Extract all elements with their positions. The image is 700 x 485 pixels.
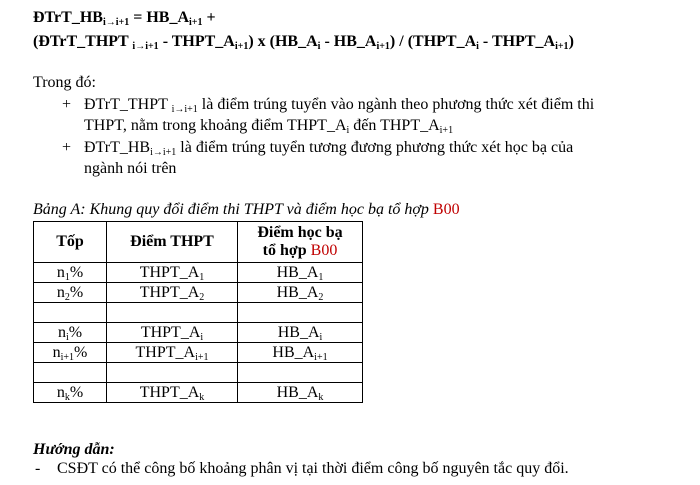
table-row: [34, 263, 363, 283]
cell-hb: $HB\_A_{i+1}$: [238, 343, 363, 363]
cell-thpt: $THPT\_A_i$: [107, 323, 238, 343]
cell-thpt: $THPT\_A_1$: [107, 263, 238, 283]
intro-text: Trong đó:: [33, 74, 96, 91]
header-thpt: Điểm THPT: [107, 222, 238, 263]
guidance-dash: -: [35, 460, 41, 477]
cell-top: $n_k\%$: [34, 383, 107, 403]
bullet-2-line-2: ngành nói trên: [84, 160, 177, 177]
header-top: Tốp: [34, 222, 107, 263]
cell-top: $n_i\%$: [34, 323, 107, 343]
cell-thpt: $THPT\_A_2$: [107, 283, 238, 303]
cell-top: $n_{i+1}\%$: [34, 343, 107, 363]
cell-hb: $HB\_A_1$: [238, 263, 363, 283]
formula-line-2: (ĐTrT_THPT $_{i\to i+1} - THPT\_A_{i+1}$) x ($HB\_A_i$ - $HB\_A_{i+1}$) / ($THPT\_A_i$ - $THPT\_A_{i+1}$): [33, 33, 574, 52]
bullet-1-line-1: ĐTrT_THPT $_{i\to i+1}$ là điểm trúng tuyển vào ngành theo phương thức xét điểm thi: [84, 96, 595, 115]
cell-top: $n_1\%$: [34, 263, 107, 283]
cell-thpt: $THPT\_A_{i+1}$: [107, 343, 238, 363]
bullet-symbol: +: [62, 96, 72, 113]
bullet-2-line-1: $ĐTrT\_HB_{i\to i+1}$ là điểm trúng tuyển tương đương phương thức xét học bạ của: [84, 139, 574, 158]
table-row: [34, 363, 363, 383]
bullet-symbol: +: [62, 139, 72, 156]
cell-top: $n_2\%$: [34, 283, 107, 303]
guidance-title: Hướng dẫn:: [33, 441, 115, 458]
table-row: [34, 303, 363, 323]
table-row: [34, 323, 363, 343]
cell-hb: $HB\_A_i$: [238, 323, 363, 343]
table-row: [34, 283, 363, 303]
table-row: [34, 383, 363, 403]
guidance-text: CSĐT có thể công bố khoảng phân vị tại thời điểm công bố nguyên tắc quy đổi.: [57, 460, 569, 477]
conversion-table: [33, 221, 363, 403]
cell-hb: $HB\_A_k$: [238, 383, 363, 403]
formula-line-1: $ĐTrT\_HB_{i\to i+1}$ = $HB\_A_{i+1}$ +: [33, 9, 216, 28]
table-caption: Bảng A: Khung quy đổi điểm thi THPT và điểm học bạ tổ hợp B00: [33, 201, 460, 218]
cell-hb: $HB\_A_2$: [238, 283, 363, 303]
bullet-1-line-2: THPT, nằm trong khoảng điểm $THPT\_A_i$ đến $THPT\_A_{i+1}$: [84, 117, 454, 136]
cell-thpt: $THPT\_A_k$: [107, 383, 238, 403]
header-hocba: Điểm học bạ tổ hợp B00: [238, 222, 363, 263]
table-row: [34, 343, 363, 363]
